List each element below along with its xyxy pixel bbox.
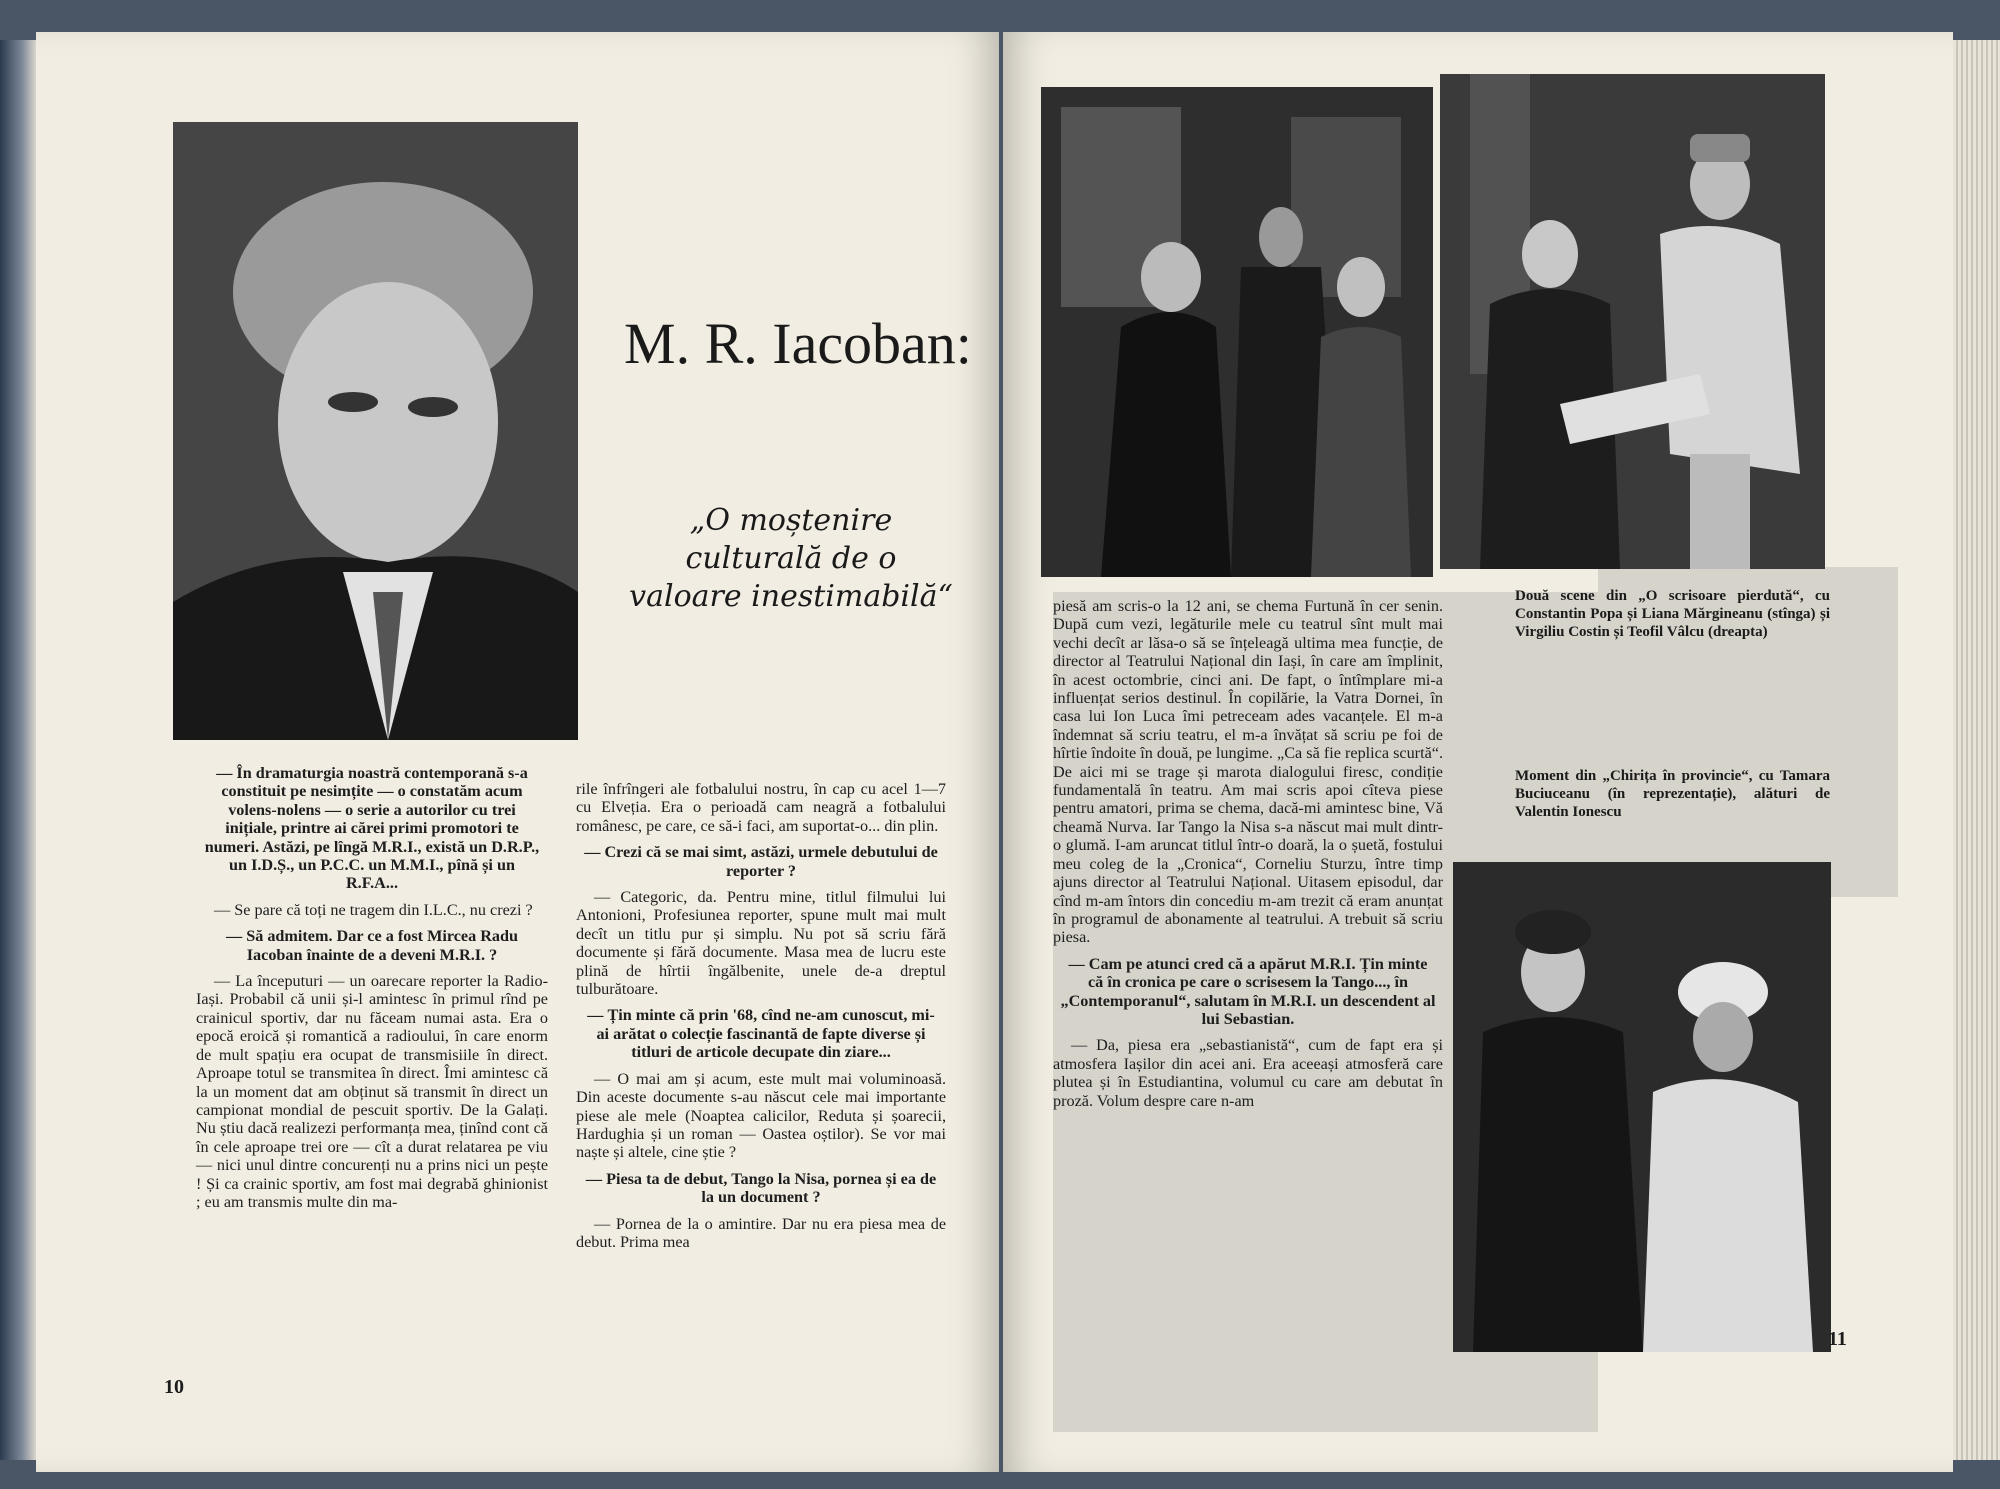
interview-answer: — Pornea de la o amintire. Dar nu era piesa mea de debut. Prima mea (576, 1214, 946, 1251)
right-page (1003, 32, 1953, 1472)
right-column (1053, 597, 1443, 1118)
interview-question: — În dramaturgia noastră contemporană s-a constituit pe nesimțite — o constatăm acum volens-nolens — o serie a autorilor cu trei inițiale, printre ai cărei primi promotori te numeri. Astăzi, pe lîngă M.R.I., există un D.R.P., un I.D.Ș., un P.C.C. un M.M.I., pînă și un R.F.A... (204, 764, 540, 893)
left-page (36, 32, 999, 1472)
book-cover-edge-left (0, 40, 36, 1460)
page-number-right: 11 (1828, 1328, 1847, 1350)
interview-question: — Țin minte că prin '68, cînd ne-am cunoscut, mi-ai arătat o colecție fascinantă de fapte diverse și titluri de articole decupate din ziare... (587, 1006, 935, 1062)
stage-photo-2 (1440, 74, 1825, 569)
interview-answer: — Categoric, da. Pentru mine, titlul filmului lui Antonioni, Profesiunea reporter, spune mult mai mult decît un titlu pur și simplu. Nu pot să scriu fără documente și fără documente. Masa mea de lucru este plină de hîrtii îngălbenite, unele de-a dreptul tulburătoare. (576, 888, 946, 999)
interview-answer: — Se pare că toți ne tragem din I.L.C., nu crezi ? (214, 900, 533, 919)
interview-answer: — Da, piesa era „sebastianistă“, cum de fapt era și atmosfera Iașilor din acei ani. Era aceeași atmosferă care plutea și în Estudiantina, volumul cu care am debutat în proză. Volum despre care n-am (1053, 1036, 1443, 1110)
left-column-2 (576, 780, 946, 1259)
interview-question: — Crezi că se mai simt, astăzi, urmele debutului de reporter ? (584, 843, 938, 880)
photo-caption-1: Două scene din „O scrisoare pierdută“, cu Constantin Popa și Liana Mărgineanu (stînga) și Virgiliu Costin și Teofil Vâlcu (dreapta) (1515, 588, 1830, 640)
subtitle-line-2: culturală de o (685, 541, 897, 576)
subtitle-line-3: valoare inestimabilă“ (629, 579, 953, 614)
photo-caption-2: Moment din „Chirița în provincie“, cu Tamara Buciuceanu (în reprezentație), alături de Valentin Ionescu (1515, 768, 1830, 820)
interview-question: — Cam pe atunci cred că a apărut M.R.I. Țin minte că în cronica pe care o scrisesem la Tango..., în „Contemporanul“, salutam în M.R.I. un descendent al lui Sebastian. (1060, 954, 1436, 1028)
subtitle-line-1: „O moștenire (689, 503, 893, 538)
left-column-1 (196, 764, 548, 1219)
interview-answer: rile înfrîngeri ale fotbalului nostru, în cap cu acel 1—7 cu Elveția. Era o perioadă cam neagră a fotbalului românesc, pe care, ce să-i faci, am suportat-o... din plin. (576, 780, 946, 835)
interview-answer: — O mai am și acum, este mult mai voluminoasă. Din aceste documente s-au născut cele mai importante piese ale mele (Noaptea calicilor, Reduta și șoarecii, Hardughia și un roman — Oastea oștilor). Se vor mai naște și altele, cine știe ? (576, 1069, 946, 1162)
stage-photo-3 (1453, 862, 1831, 1352)
page-edges-right (1953, 40, 2000, 1460)
portrait-photo (173, 122, 578, 740)
page-number-left: 10 (164, 1376, 184, 1398)
interview-answer: piesă am scris-o la 12 ani, se chema Furtună în cer senin. După cum vezi, legăturile mele cu teatrul sînt mult mai vechi decît ar lăsa-o să se înțeleagă ultima mea funcție, de director al Teatrului Național din Iași, în care am împlinit, în acest octombrie, cinci ani. De fapt, o întîmplare mi-a influențat serios destinul. În copilărie, la Vatra Dornei, în casa lui Ion Luca îmi petreceam ades vacanțele. El m-a îndemnat să scriu teatru, el m-a învățat să scriu pe foi de hîrtie îndoite în două, pe lungime. „Ca să fie replica scurtă“. De aici mi se trage și marota dialogului firesc, condiție fundamentală în teatru. Am mai scris apoi cîteva piese pentru amatori, prima se chema, dacă-mi amintesc bine, Vă cheamă Nurva. Iar Tango la Nisa s-a născut mai mult dintr-o glumă. I-am aruncat titlul într-o doară, la o șuetă, fostului meu coleg de la „Cronica“, Corneliu Sturzu, între timp ajuns director al Teatrului Național. Uitasem episodul, dar cînd m-am întors din concediu m-am trezit că eram anunțat în programul de abonamente al teatrului. A trebuit să scriu piesa. (1053, 597, 1443, 947)
interview-question: — Să admitem. Dar ce a fost Mircea Radu Iacoban înainte de a deveni M.R.I. ? (225, 927, 519, 964)
article-subtitle (581, 502, 1001, 616)
interview-question: — Piesa ta de debut, Tango la Nisa, pornea și ea de la un document ? (585, 1169, 937, 1207)
interview-answer: — La începuturi — un oarecare reporter la Radio-Iași. Probabil că unii și-l amintesc în primul rînd pe crainicul sportiv, dar nu făceam numai asta. Era o epocă eroică și romantică a radioului, în care enorm de mult spațiu era ocupat de transmisiile în direct. Aproape totul se transmitea în direct. Îmi amintesc că la un moment dat am obținut să transmit în direct un campionat mondial de pescuit sportiv. De la Galați. Nu știu dacă realizezi performanța mea, ținînd cont că în cele aproape trei ore — cît a durat relatarea pe viu — nici unul dintre concurenți nu a prins nici un pește ! Și ca crainic sportiv, am fost mai degrabă ghinionist ; eu am transmis multe din ma- (196, 972, 548, 1211)
article-title: M. R. Iacoban: (624, 311, 972, 376)
stage-photo-1 (1041, 87, 1433, 577)
